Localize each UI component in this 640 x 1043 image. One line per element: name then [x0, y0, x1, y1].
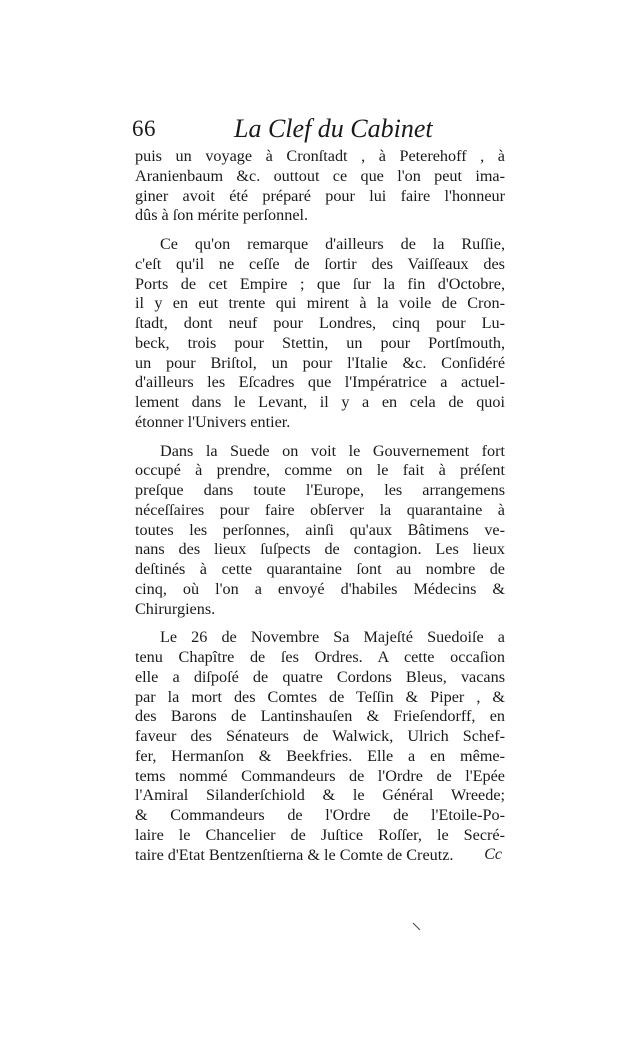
text-line: Chirurgiens.	[135, 599, 216, 618]
text-line: l'Amiral Silanderſchiold & le Général Wreede;	[135, 786, 505, 805]
text-line: tenu Chapître de ſes Ordres. A cette occaſion	[135, 648, 505, 666]
text-line: d'ailleurs les Eſcadres que l'Impératrice a actuel-	[135, 373, 505, 392]
text-line: nans des lieux ſuſpects de contagion. Les lieux	[135, 540, 505, 559]
text-line: c'eſt qu'il ne ceſſe de ſortir des Vaiſſeaux des	[135, 254, 505, 273]
page-number: 66	[132, 116, 156, 141]
paragraph	[135, 147, 505, 226]
text-line: puis un voyage à Cronſtadt , à Peterehoff , à	[135, 147, 505, 165]
text-line: Dans la Suede on voit le Gouvernement fort	[160, 441, 505, 460]
text-line: faveur des Sénateurs de Walwick, Ulrich Schef-	[135, 727, 505, 745]
text-line: & Commandeurs de l'Ordre de l'Etoile-Po-	[135, 806, 505, 824]
paragraph	[135, 235, 505, 433]
text-line: taire d'Etat Bentzenſtierna & le Comte de Creutz.	[135, 845, 454, 864]
text-line: Aranienbaum &c. outtout ce que l'on peut ima-	[135, 166, 505, 185]
paragraph-gap	[135, 433, 505, 442]
text-line: Le 26 de Novembre Sa Majeſté Suedoiſe a	[160, 628, 505, 647]
text-line: étonner l'Univers entier.	[135, 412, 291, 431]
text-line: des Barons de Lantinshauſen & Frieſendorff, en	[135, 707, 505, 726]
text-line: occupé à prendre, comme on le fait à préſent	[135, 461, 505, 480]
text-line: il y en eut trente qui mirent à la voile de Cron-	[135, 294, 505, 313]
running-title: La Clef du Cabinet	[234, 114, 433, 143]
text-line: tems nommé Commandeurs de l'Ordre de l'Epée	[135, 766, 505, 785]
paragraph-gap	[135, 619, 505, 628]
paragraph	[135, 442, 505, 620]
text-line: cinq, où l'on a envoyé d'habiles Médecins &	[135, 579, 505, 598]
text-line: néceſſaires pour faire obſerver la quarantaine à	[135, 500, 505, 519]
text-line: deſtinés à cette quarantaine ſont au nombre de	[135, 560, 505, 578]
paragraph-gap	[135, 226, 505, 235]
text-line: Ce qu'on remarque d'ailleurs de la Ruſſie,	[160, 235, 505, 253]
text-line: laire le Chancelier de Juſtice Roſſer, le Secré-	[135, 825, 505, 844]
text-line: un pour Briſtol, un pour l'Italie &c. Conſidéré	[135, 353, 505, 372]
catchword: Cc	[484, 846, 502, 863]
text-line: preſque dans toute l'Europe, les arrangemens	[135, 481, 505, 499]
text-line: beck, trois pour Stettin, un pour Portſmouth,	[135, 333, 505, 352]
page-body	[135, 147, 505, 865]
text-line: elle a diſpoſé de quatre Cordons Bleus, vacans	[135, 667, 505, 686]
text-line: giner avoit été préparé pour lui faire l'honneur	[135, 186, 505, 205]
text-line: lement dans le Levant, il y a en cela de quoi	[135, 393, 505, 411]
text-line: fer, Hermanſon & Beekfries. Elle a en même-	[135, 746, 505, 765]
text-line: toutes les perſonnes, ainſi qu'aux Bâtimens ve-	[135, 520, 505, 539]
text-line: par la mort des Comtes de Teſſin & Piper , &	[135, 687, 505, 706]
text-line: Ports de cet Empire ; que ſur la fin d'Octobre,	[135, 274, 505, 293]
paragraph	[135, 628, 505, 865]
ink-speck-icon	[412, 922, 422, 932]
text-line: ſtadt, dont neuf pour Londres, cinq pour Lu-	[135, 314, 505, 332]
page-header	[130, 116, 510, 148]
text-line: dûs à ſon mérite perſonnel.	[135, 206, 309, 225]
